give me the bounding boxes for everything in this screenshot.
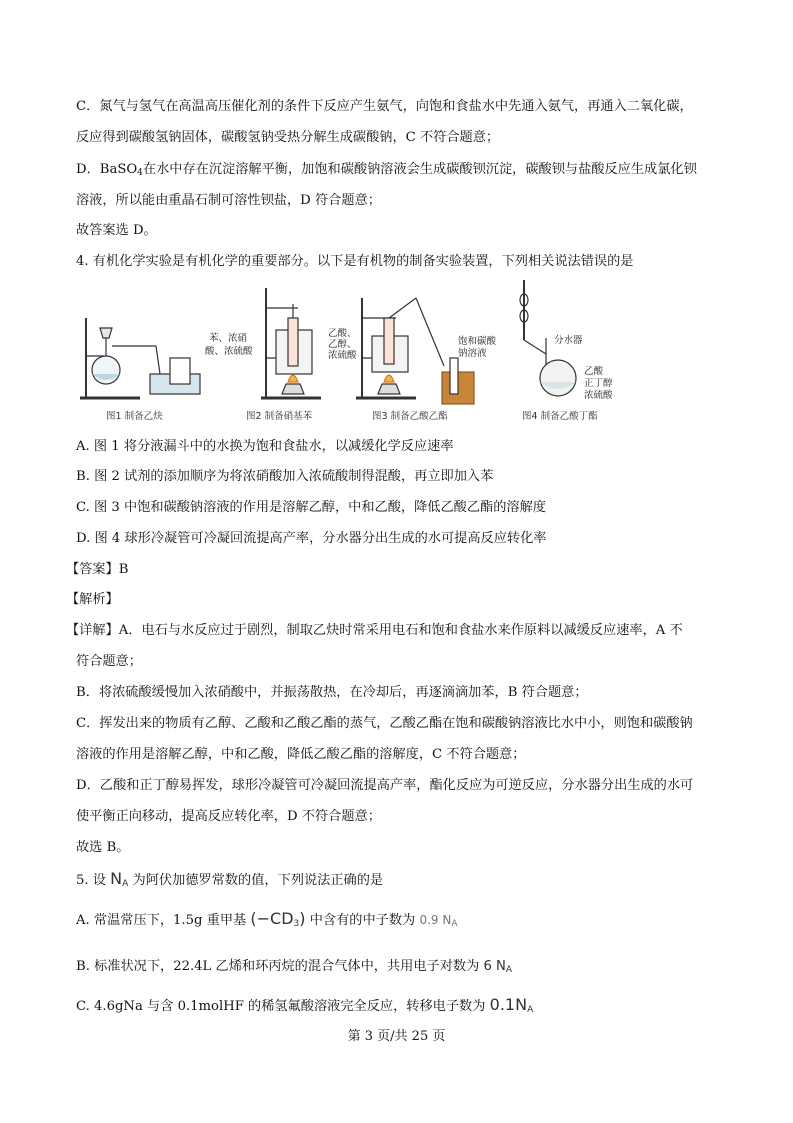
detail-line: D．乙酸和正丁醇易挥发，球形冷凝管可冷凝回流提高产率，酯化反应为可逆反应，分水器分出生成的水可: [76, 778, 694, 793]
figure-label: 乙醇、: [328, 339, 357, 350]
subscript: 4: [137, 168, 143, 178]
text-line: [76, 161, 697, 182]
subscript: A: [122, 879, 129, 889]
detail-line: C．挥发出来的物质有乙醇、乙酸和乙酸乙酯的蒸气，乙酸乙酯在饱和碳酸钠溶液比水中小，则饱和碳酸钠: [76, 716, 693, 731]
text-line: 反应得到碳酸氢钠固体，碳酸氢钠受热分解生成碳酸钠，C 不符合题意；: [76, 130, 500, 145]
detail-line: 使平衡正向移动，提高反应转化率，D 不符合题意；: [76, 809, 381, 824]
formula-text: ): [299, 909, 306, 928]
detail-line: 溶液的作用是溶解乙醇，中和乙酸，降低乙酸乙酯的溶解度，C 不符合题意；: [76, 747, 526, 762]
page-footer: 第 3 页/共 25 页: [347, 1029, 446, 1044]
detail-line: 故选 B。: [76, 840, 130, 855]
text-segment: 为阿伏加德罗常数的值，下列说法正确的是: [132, 873, 384, 888]
formula-value: [419, 913, 457, 927]
text-line: 溶液，所以能由重晶石制可溶性钡盐，D 符合题意；: [76, 193, 381, 208]
option-b: [76, 958, 512, 979]
option-b: B. 图 2 试剂的添加顺序为将浓硝酸加入浓硫酸制得混酸，再立即加入苯: [76, 469, 494, 484]
option-c: C. 图 3 中饱和碳酸钠溶液的作用是溶解乙醇，中和乙酸，降低乙酸乙酯的溶解度: [76, 500, 546, 515]
subscript: 3: [293, 919, 300, 929]
detail-line: 【详解】A．电石与水反应过于剧烈，制取乙炔时常采用电石和饱和食盐水来作原料以减缓反应速率，A 不: [66, 623, 683, 638]
subscript: A: [505, 965, 513, 975]
figure-label: 苯、浓硝: [209, 333, 248, 344]
figure-caption: 图2 制备硝基苯: [246, 411, 313, 422]
figure-label: 钠溶液: [458, 348, 487, 359]
figure-label: 酸、浓硫酸: [205, 346, 253, 357]
figure-label: 饱和碳酸: [458, 336, 497, 347]
formula-cd3: [250, 909, 305, 928]
figure-caption: 图3 制备乙酸乙酯: [372, 411, 448, 422]
figure-label: 乙酸、: [328, 328, 357, 339]
text-segment: C. 4.6gNa 与含 0.1molHF 的稀氢氟酸溶液完全反应，转移电子数为: [76, 999, 486, 1014]
text-segment: D．BaSO: [76, 162, 138, 177]
option-d: D. 图 4 球形冷凝管可冷凝回流提高产率，分水器分出生成的水可提高反应转化率: [76, 531, 547, 546]
formula-na: [110, 869, 128, 888]
subscript: A: [527, 1005, 534, 1015]
figure-label: 浓硫酸: [584, 390, 613, 401]
text-segment: A. 常温常压下，1.5g 重甲基: [76, 913, 247, 928]
option-a: [76, 910, 457, 933]
figure-caption: 图4 制备乙酸丁酯: [522, 411, 598, 422]
option-c: [76, 996, 533, 1019]
formula-value: [483, 959, 512, 974]
text-segment: B. 标准状况下，22.4L 乙烯和环丙烷的混合气体中，共用电子对数为: [76, 959, 480, 974]
answer-label: 【答案】B: [66, 562, 129, 577]
text-line: 故答案选 D。: [76, 223, 157, 238]
figure-caption: 图1 制备乙炔: [106, 411, 163, 422]
figure-label: 正丁醇: [584, 378, 613, 389]
formula-text: 0.9 N: [419, 913, 452, 927]
question-4: 4. 有机化学实验是有机化学的重要部分。以下是有机物的制备实验装置，下列相关说法错误的是: [76, 254, 634, 269]
text-line: C．氮气与氢气在高温高压催化剂的条件下反应产生氨气，向饱和食盐水中先通入氨气，再通入二氧化碳，: [76, 99, 693, 114]
analysis-label: 【解析】: [66, 592, 119, 607]
detail-line: B．将浓硫酸缓慢加入浓硝酸中，并振荡散热，在冷却后，再逐滴滴加苯，B 符合题意；: [76, 685, 588, 700]
formula-value: [490, 995, 534, 1014]
subscript: A: [451, 919, 458, 929]
detail-line: 符合题意；: [76, 654, 142, 669]
figure-label: 浓硫酸: [328, 350, 357, 361]
text-segment: 5. 设: [76, 873, 106, 888]
figure-label: 乙酸: [584, 366, 604, 377]
apparatus-figures: [76, 278, 636, 428]
option-a: A. 图 1 将分液漏斗中的水换为饱和食盐水，以减缓化学反应速率: [76, 439, 454, 454]
formula-text: N: [110, 869, 123, 888]
formula-text: (−CD: [250, 909, 294, 928]
figure-label: 分水器: [554, 335, 583, 346]
text-segment: 在水中存在沉淀溶解平衡，加饱和碳酸钠溶液会生成碳酸钡沉淀，碳酸钡与盐酸反应生成氯化钡: [142, 162, 697, 177]
formula-text: 0.1N: [489, 995, 528, 1014]
question-5: [76, 870, 383, 893]
formula-text: 6 N: [483, 959, 506, 974]
text-segment: 中含有的中子数为: [309, 913, 416, 928]
